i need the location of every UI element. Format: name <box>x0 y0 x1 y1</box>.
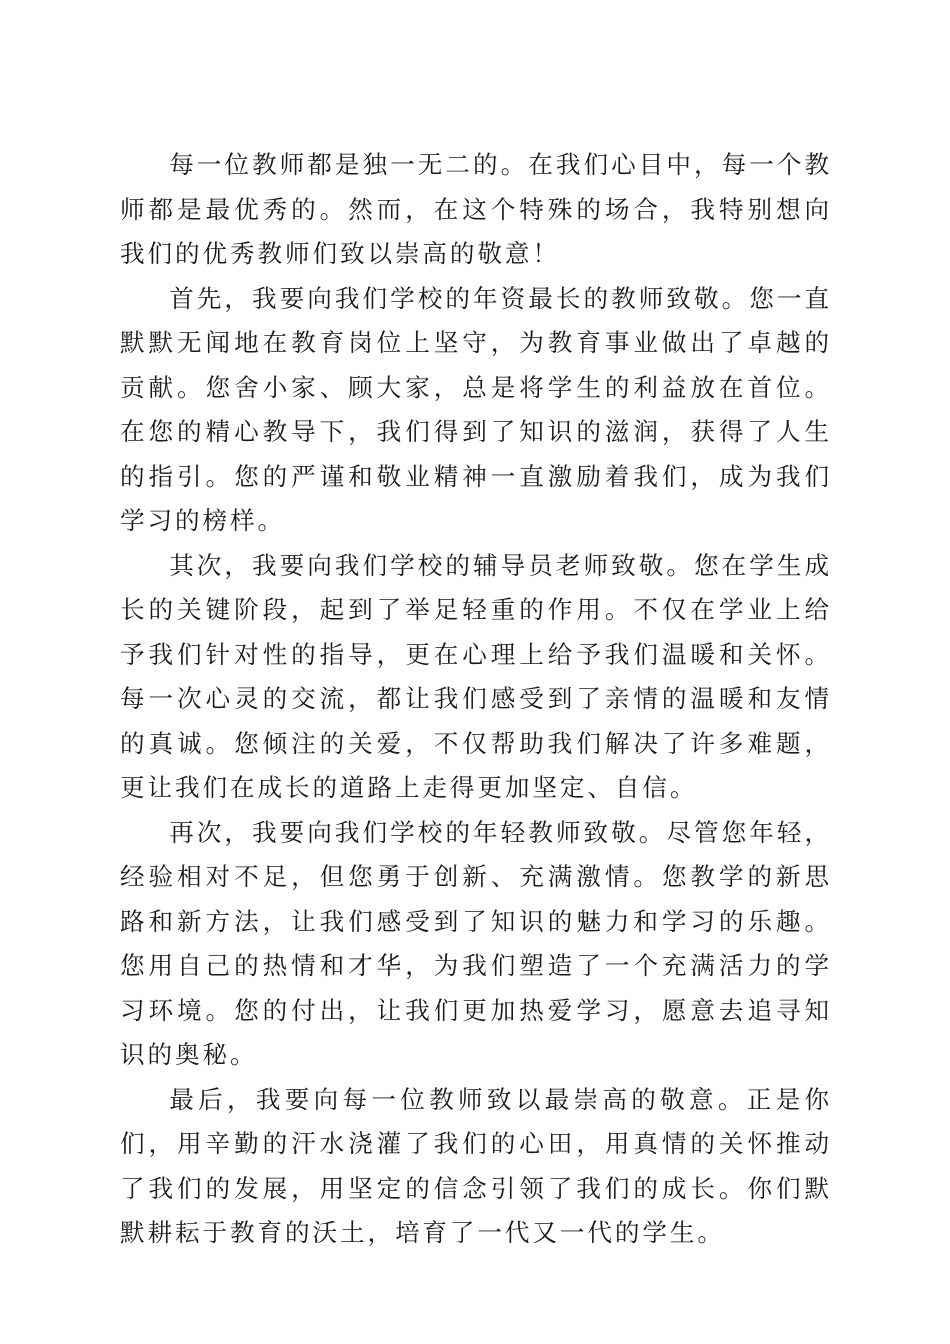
document-body <box>120 143 832 1256</box>
paragraph-intro: 每一位教师都是独一无二的。在我们心目中，每一个教师都是最优秀的。然而，在这个特殊的场合，我特别想向我们的优秀教师们致以崇高的敬意！ <box>120 150 832 268</box>
paragraph-senior-teachers: 首先，我要向我们学校的年资最长的教师致敬。您一直默默无闻地在教育岗位上坚守，为教育事业做出了卓越的贡献。您舍小家、顾大家，总是将学生的利益放在首位。在您的精心教导下，我们得到了知识的滋润，获得了人生的指引。您的严谨和敬业精神一直激励着我们，成为我们学习的榜样。 <box>120 283 832 535</box>
paragraph-closing: 最后，我要向每一位教师致以最崇高的敬意。正是你们，用辛勤的汗水浇灌了我们的心田，用真情的关怀推动了我们的发展，用坚定的信念引领了我们的成长。你们默默耕耘于教育的沃土，培育了一代又一代的学生。 <box>120 1084 832 1247</box>
paragraph-counselors: 其次，我要向我们学校的辅导员老师致敬。您在学生成长的关键阶段，起到了举足轻重的作用。不仅在学业上给予我们针对性的指导，更在心理上给予我们温暖和关怀。每一次心灵的交流，都让我们感受到了亲情的温暖和友情的真诚。您倾注的关爱，不仅帮助我们解决了许多难题，更让我们在成长的道路上走得更加坚定、自信。 <box>120 550 832 802</box>
paragraph-young-teachers: 再次，我要向我们学校的年轻教师致敬。尽管您年轻，经验相对不足，但您勇于创新、充满激情。您教学的新思路和新方法，让我们感受到了知识的魅力和学习的乐趣。您用自己的热情和才华，为我们塑造了一个充满活力的学习环境。您的付出，让我们更加热爱学习，愿意去追寻知识的奥秘。 <box>120 817 832 1069</box>
